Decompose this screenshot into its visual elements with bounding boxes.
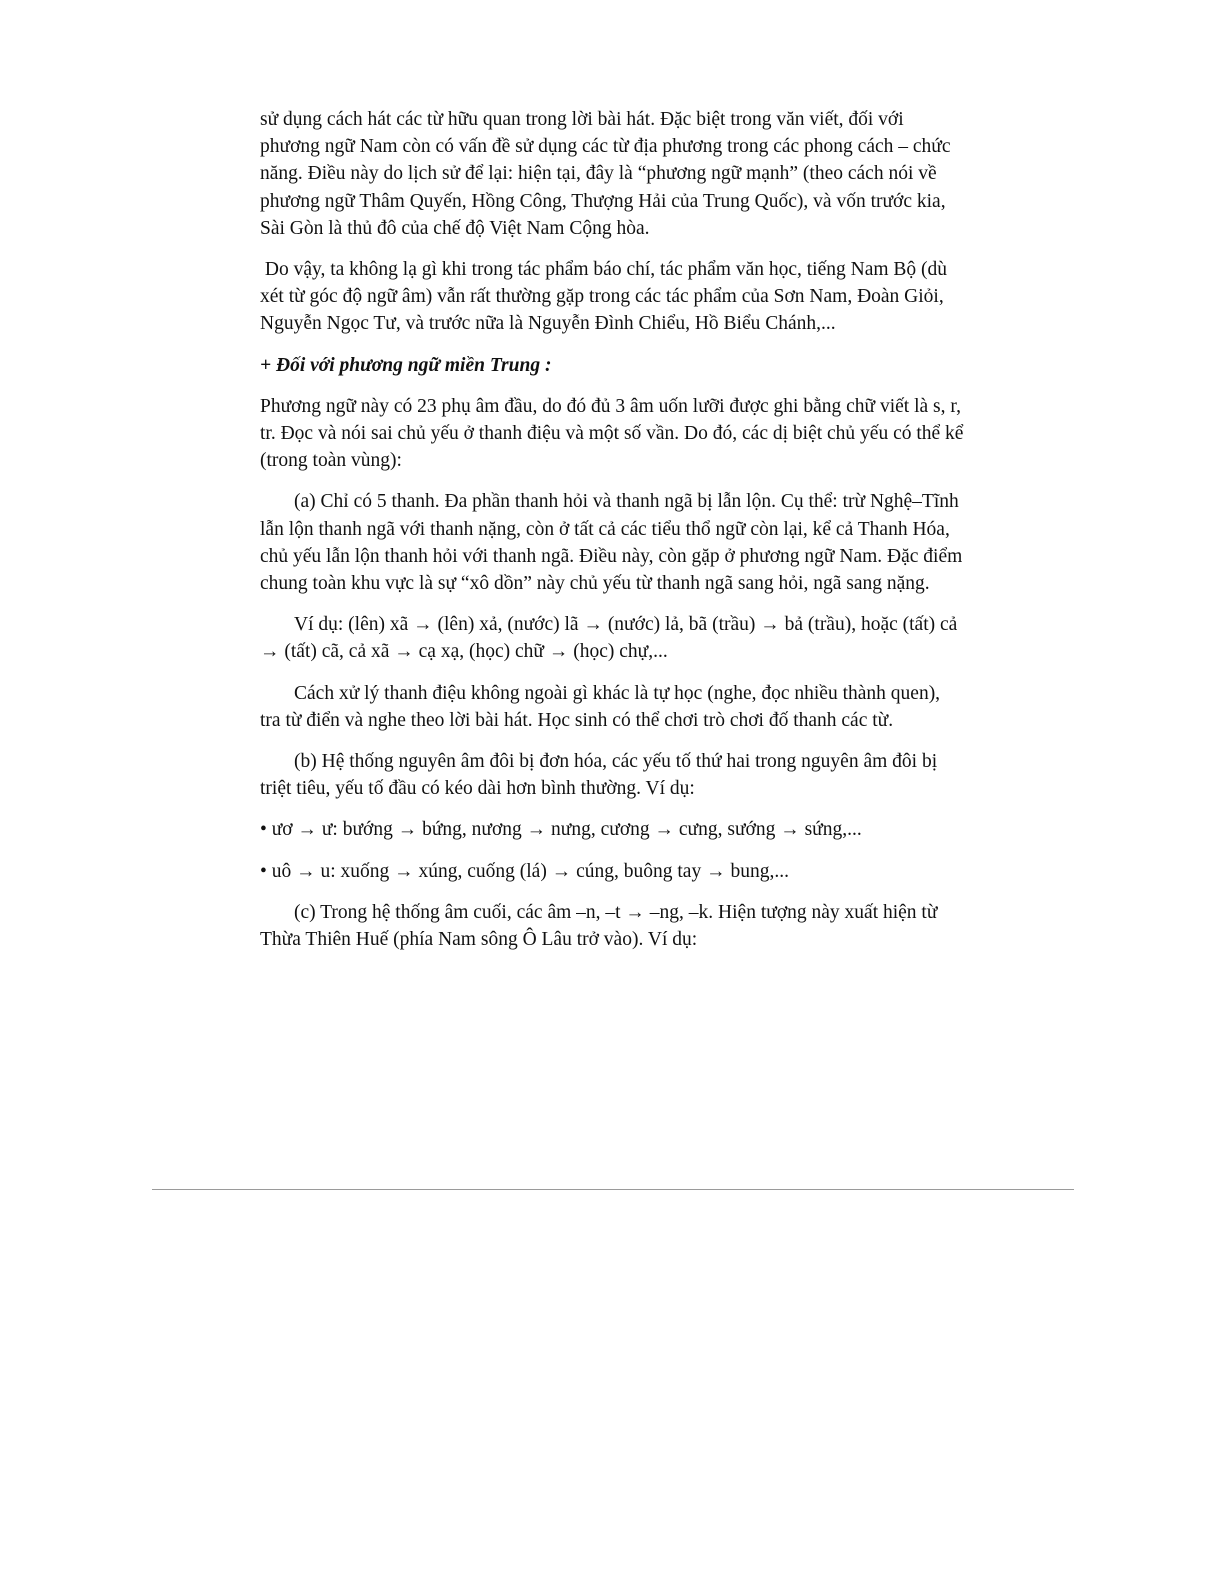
paragraph-2: Do vậy, ta không lạ gì khi trong tác phẩm báo chí, tác phẩm văn học, tiếng Nam Bộ (dù xét từ góc độ ngữ âm) vẫn rất thường gặp trong các tác phẩm của Sơn Nam, Đoàn Giỏi, Nguyễn Ngọc Tư, và trước nữa là Nguyễn Đình Chiểu, Hồ Biểu Chánh,... (260, 259, 952, 335)
paragraph-3: Phương ngữ này có 23 phụ âm đầu, do đó đủ 3 âm uốn lưỡi được ghi bằng chữ viết là s, r, tr. Đọc và nói sai chủ yếu ở thanh điệu và một số vần. Do đó, các dị biệt chủ yếu có thể kể (trong toàn vùng): (260, 395, 964, 472)
section-heading: + Đối với phương ngữ miền Trung : (260, 354, 552, 376)
bullet-item-1: • ươ → ư: bướng → bứng, nương → nưng, cương → cưng, sướng → sứng,... (260, 819, 862, 841)
paragraph-7: (b) Hệ thống nguyên âm đôi bị đơn hóa, các yếu tố thứ hai trong nguyên âm đôi bị triệt tiêu, yếu tố đầu có kéo dài hơn bình thường. Ví dụ: (260, 751, 938, 800)
paragraph-5: Ví dụ: (lên) xã → (lên) xả, (nước) lã → (nước) lả, bã (trầu) → bả (trầu), hoặc (tất) cả → (tất) cã, cả xã → cạ xạ, (học) chữ → (học) chự,... (260, 614, 958, 663)
paragraph-6: Cách xử lý thanh điệu không ngoài gì khác là tự học (nghe, đọc nhiều thành quen), tra từ điển và nghe theo lời bài hát. Học sinh có thể chơi trò chơi đố thanh các từ. (260, 682, 941, 731)
bullet-item-2: • uô → u: xuống → xúng, cuống (lá) → cúng, buông tay → bung,... (260, 860, 789, 882)
paragraph-8: (c) Trong hệ thống âm cuối, các âm –n, –t → –ng, –k. Hiện tượng này xuất hiện từ Thừa Thiên Huế (phía Nam sông Ô Lâu trở vào). Ví dụ: (260, 901, 938, 951)
paragraph-1: sử dụng cách hát các từ hữu quan trong lời bài hát. Đặc biệt trong văn viết, đối với phương ngữ Nam còn có vấn đề sử dụng các từ địa phương trong các phong cách – chức năng. Điều này do lịch sử để lại: hiện tại, đây là “phương ngữ mạnh” (theo cách nói về phương ngữ Thâm Quyến, Hồng Công, Thượng Hải của Trung Quốc), và vốn trước kia, Sài Gòn là thủ đô của chế độ Việt Nam Cộng hòa. (260, 109, 951, 239)
document-body (260, 106, 965, 967)
page-divider (152, 1189, 1074, 1190)
paragraph-4: (a) Chỉ có 5 thanh. Đa phần thanh hỏi và thanh ngã bị lẫn lộn. Cụ thể: trừ Nghệ–Tĩnh lẫn lộn thanh ngã với thanh nặng, còn ở tất cả các tiểu thổ ngữ còn lại, kể cả Thanh Hóa, chủ yếu lẫn lộn thanh hỏi với thanh ngã. Điều này, còn gặp ở phương ngữ Nam. Đặc điểm chung toàn khu vực là sự “xô dồn” này chủ yếu từ thanh ngã sang hỏi, ngã sang nặng. (260, 491, 963, 595)
